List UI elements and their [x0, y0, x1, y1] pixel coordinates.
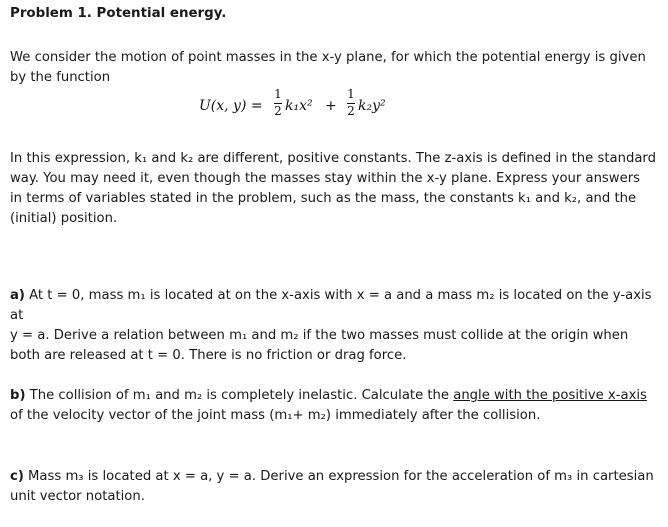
paragraph-line: in terms of variables stated in the problem, such as the mass, the constants k₁ and k₂, and the — [10, 191, 637, 206]
problem-title: Problem 1. Potential energy. — [10, 6, 227, 21]
paragraph-line: In this expression, k₁ and k₂ are different, positive constants. The z-axis is defined in the standard — [10, 151, 656, 166]
intro-text — [10, 48, 658, 88]
formula-lhs: U(x, y) = — [199, 98, 263, 114]
fraction-numerator: 1 — [347, 87, 355, 101]
fraction-denominator: 2 — [274, 104, 282, 118]
formula-plus: + — [325, 98, 337, 114]
part-b-line-1: The collision of m₁ and m₂ is completely inelastic. Calculate the — [25, 388, 454, 403]
part-b-label: b) — [10, 388, 26, 403]
part-a-label: a) — [10, 288, 25, 303]
part-a-line: both are released at t = 0. There is no friction or drag force. — [10, 348, 407, 363]
formula-term-2: k₂y² — [358, 98, 386, 114]
part-b-underlined-phrase: angle with the positive x-axis — [453, 388, 647, 403]
part-b — [10, 386, 658, 426]
assumptions-paragraph — [10, 149, 658, 229]
fraction-numerator: 1 — [274, 87, 282, 101]
intro-line-2: by the function — [10, 70, 111, 85]
intro-line-1: We consider the motion of point masses in the x-y plane, for which the potential energy is given — [10, 50, 646, 65]
part-a-line: At t = 0, mass m₁ is located at on the x-axis with x = a and a mass m₂ is located on the y-axis at — [10, 288, 652, 323]
part-c — [10, 467, 658, 507]
part-a — [10, 286, 658, 366]
part-b-line-2: of the velocity vector of the joint mass (m₁+ m₂) immediately after the collision. — [10, 408, 541, 423]
paragraph-line: way. You may need it, even though the masses stay within the x-y plane. Express your answers — [10, 171, 640, 186]
potential-energy-formula — [199, 88, 449, 130]
part-c-label: c) — [10, 469, 24, 484]
fraction-denominator: 2 — [347, 104, 355, 118]
paragraph-line: (initial) position. — [10, 211, 118, 226]
formula-term-1: k₁x² — [285, 98, 313, 114]
part-c-line: Mass m₃ is located at x = a, y = a. Derive an expression for the acceleration of m₃ in cartesian — [23, 469, 654, 484]
part-c-line: unit vector notation. — [10, 489, 145, 504]
part-a-line: y = a. Derive a relation between m₁ and m₂ if the two masses must collide at the origin when — [10, 328, 629, 343]
